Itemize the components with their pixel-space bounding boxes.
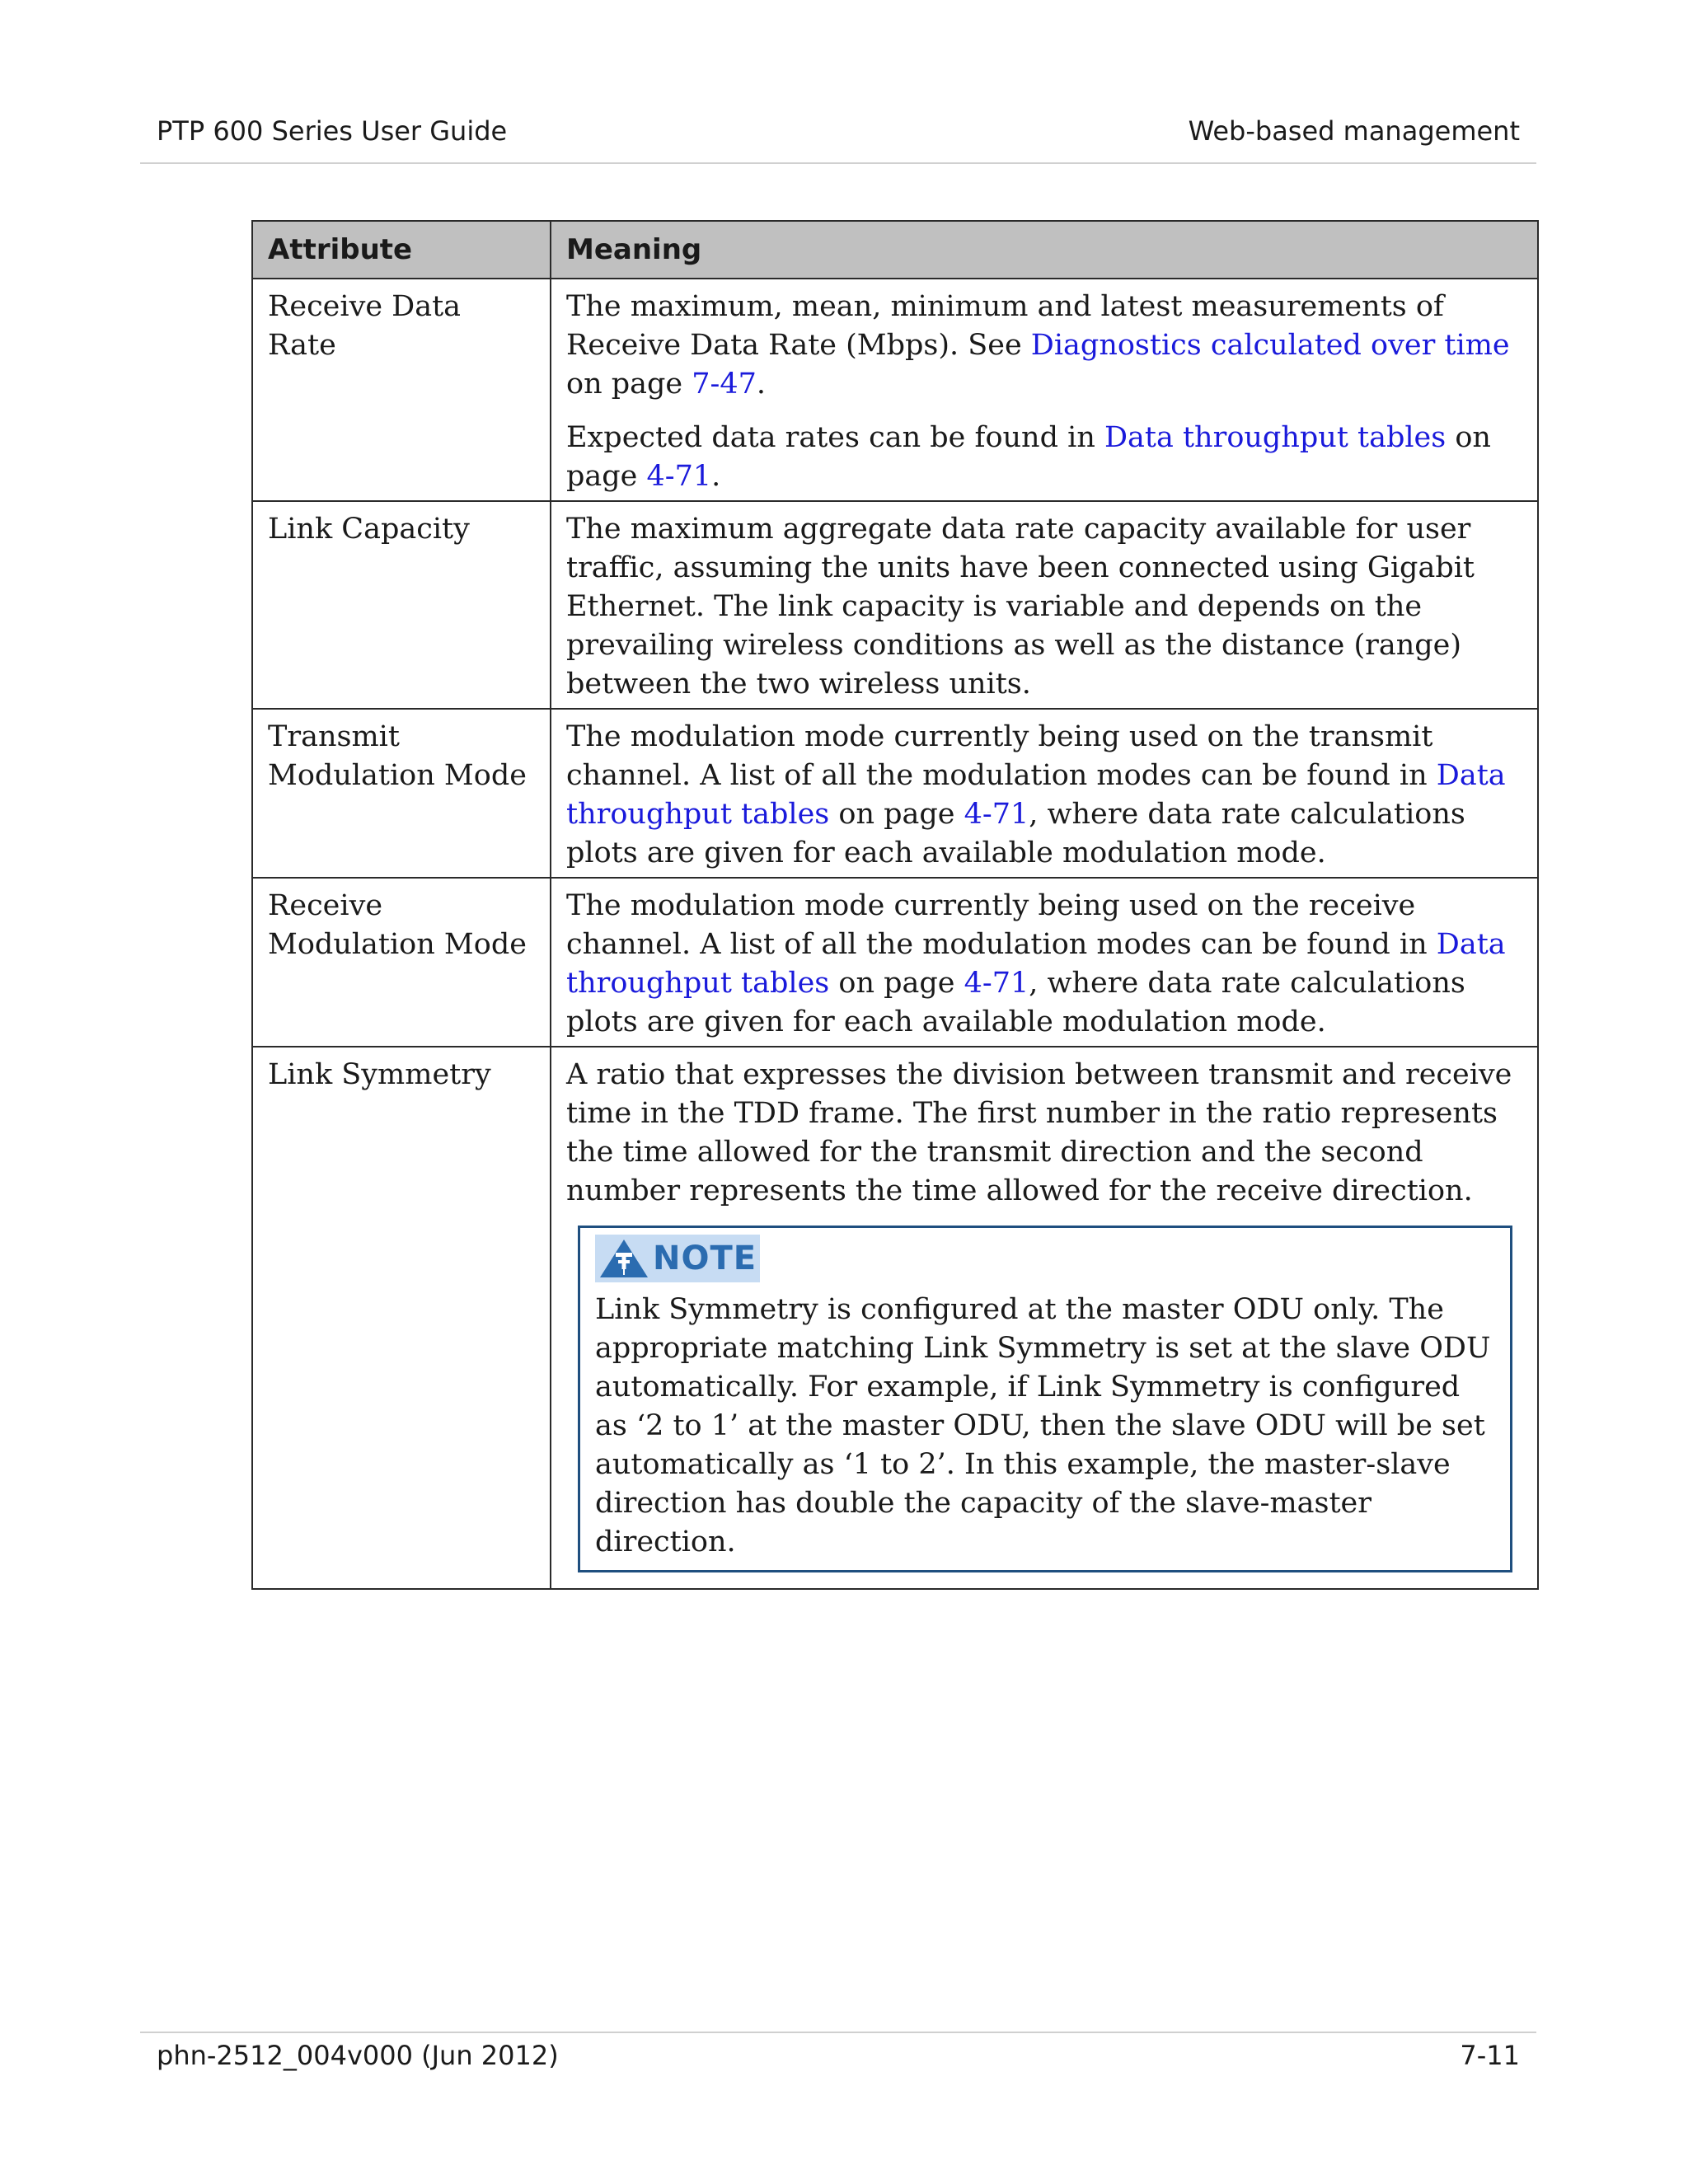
text-run: , where data rate calculations plots are given for each available modulation mode. bbox=[566, 798, 1465, 869]
link-page-4-71[interactable]: 4-71 bbox=[964, 967, 1029, 1000]
attribute-cell: Receive Data Rate bbox=[252, 279, 551, 501]
text-run: Expected data rates can be found in bbox=[566, 421, 1104, 454]
link-page-7-47[interactable]: 7-47 bbox=[692, 368, 757, 401]
text-run: , where data rate calculations plots are given for each available modulation mode. bbox=[566, 967, 1465, 1038]
meaning-cell bbox=[551, 709, 1538, 878]
meaning-paragraph: The maximum aggregate data rate capacity available for user traffic, assuming the units have been connected using Gigabit Ethernet. The link capacity is variable and depends on the prevailing wireless conditions as well as the distance (range) between the two wireless units. bbox=[566, 513, 1475, 701]
link-data-throughput-tables[interactable]: Data throughput tables bbox=[1104, 421, 1447, 454]
column-header-attribute: Attribute bbox=[252, 221, 551, 279]
link-page-4-71[interactable]: 4-71 bbox=[646, 460, 712, 493]
meaning-cell bbox=[551, 501, 1538, 709]
table-row bbox=[252, 709, 1538, 878]
link-diagnostics-calculated-over-time[interactable]: Diagnostics calculated over time bbox=[1030, 329, 1510, 362]
running-header-section: Web-based management bbox=[1188, 115, 1520, 147]
text-run: . bbox=[711, 460, 721, 493]
table-row bbox=[252, 878, 1538, 1047]
text-run: on page bbox=[829, 967, 964, 1000]
link-data-throughput-tables[interactable]: Data throughput tables bbox=[566, 928, 1506, 1000]
note-text: Link Symmetry is configured at the master ODU only. The appropriate matching Link Symmetry is set at the slave ODU automatically. For example, if Link Symmetry is configured as ‘2 to 1’ at the master ODU, then the slave ODU will be set automatically as ‘1 to 2’. In this example, the master-slave direction has double the capacity of the slave-master direction. bbox=[595, 1293, 1491, 1558]
meaning-paragraph bbox=[566, 887, 1522, 1042]
text-run: The maximum, mean, minimum and latest measurements of Receive Data Rate (Mbps). See bbox=[566, 290, 1444, 362]
text-run: . bbox=[756, 368, 767, 401]
table-header-row bbox=[252, 221, 1538, 279]
footer-document-id: phn-2512_004v000 (Jun 2012) bbox=[157, 2040, 559, 2071]
column-header-meaning: Meaning bbox=[551, 221, 1538, 279]
link-data-throughput-tables[interactable]: Data throughput tables bbox=[566, 759, 1506, 831]
attribute-cell: Link Symmetry bbox=[252, 1047, 551, 1589]
meaning-paragraph bbox=[566, 419, 1522, 496]
link-page-4-71[interactable]: 4-71 bbox=[964, 798, 1029, 831]
attribute-table bbox=[251, 220, 1539, 1590]
meaning-paragraph bbox=[566, 718, 1522, 873]
meaning-cell bbox=[551, 1047, 1538, 1589]
meaning-paragraph: A ratio that expresses the division between transmit and receive time in the TDD frame. The first number in the ratio represents the time allowed for the transmit direction and the second number represents the time allowed for the receive direction. bbox=[566, 1058, 1512, 1207]
meaning-cell bbox=[551, 279, 1538, 501]
attribute-cell: Transmit Modulation Mode bbox=[252, 709, 551, 878]
meaning-cell bbox=[551, 878, 1538, 1047]
table-row bbox=[252, 501, 1538, 709]
attribute-cell: Receive Modulation Mode bbox=[252, 878, 551, 1047]
footer-divider bbox=[140, 2032, 1536, 2033]
attribute-cell: Link Capacity bbox=[252, 501, 551, 709]
note-badge bbox=[595, 1235, 760, 1282]
text-run: The modulation mode currently being used on the receive channel. A list of all the modulation modes can be found in bbox=[566, 889, 1437, 961]
note-warning-icon bbox=[598, 1238, 649, 1279]
note-box bbox=[578, 1226, 1512, 1572]
table-row bbox=[252, 1047, 1538, 1589]
text-run: on page bbox=[566, 368, 692, 401]
running-header-title: PTP 600 Series User Guide bbox=[157, 115, 508, 147]
meaning-paragraph bbox=[566, 288, 1522, 404]
table-row bbox=[252, 279, 1538, 501]
page-number: 7-11 bbox=[1460, 2040, 1520, 2071]
text-run: on page bbox=[566, 421, 1491, 493]
note-label: NOTE bbox=[653, 1239, 757, 1277]
text-run: The modulation mode currently being used on the transmit channel. A list of all the modulation modes can be found in bbox=[566, 720, 1437, 792]
text-run: on page bbox=[829, 798, 964, 831]
header-divider bbox=[140, 162, 1536, 164]
